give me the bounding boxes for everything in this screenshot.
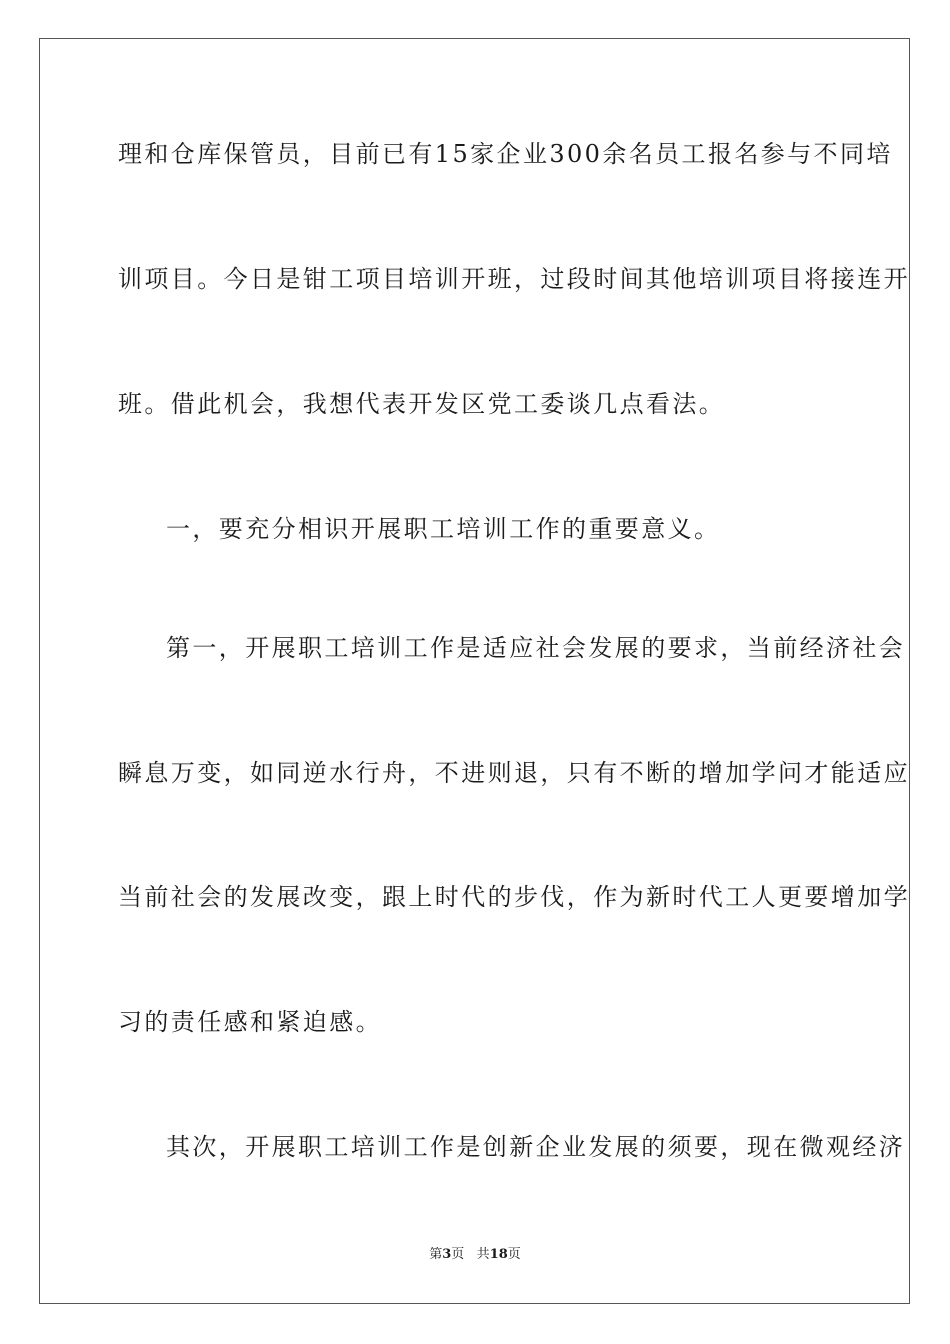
body-line: 班。借此机会，我想代表开发区党工委谈几点看法。 [118, 390, 726, 418]
total-suffix: 页 [507, 1247, 521, 1262]
body-line: 瞬息万变，如同逆水行舟，不进则退，只有不断的增加学问才能适应 [118, 759, 910, 787]
page-frame [39, 38, 910, 1304]
body-line: 理和仓库保管员，目前已有15家企业300余名员工报名参与不同培 [118, 140, 893, 168]
page-footer [0, 1246, 950, 1264]
total-prefix: 共 [476, 1247, 490, 1262]
page-prefix: 第 [429, 1247, 443, 1262]
body-line: 第一，开展职工培训工作是适应社会发展的要求，当前经济社会 [166, 634, 906, 662]
body-line: 习的责任感和紧迫感。 [118, 1008, 382, 1036]
body-line: 当前社会的发展改变，跟上时代的步伐，作为新时代工人更要增加学 [118, 883, 910, 911]
body-line: 其次，开展职工培训工作是创新企业发展的须要，现在微观经济 [166, 1133, 906, 1161]
body-line: 训项目。今日是钳工项目培训开班，过段时间其他培训项目将接连开 [118, 265, 910, 293]
total-pages: 18 [489, 1247, 508, 1262]
page-number: 3 [442, 1247, 452, 1262]
page-suffix: 页 [451, 1247, 465, 1262]
section-heading: 一，要充分相识开展职工培训工作的重要意义。 [166, 515, 721, 543]
